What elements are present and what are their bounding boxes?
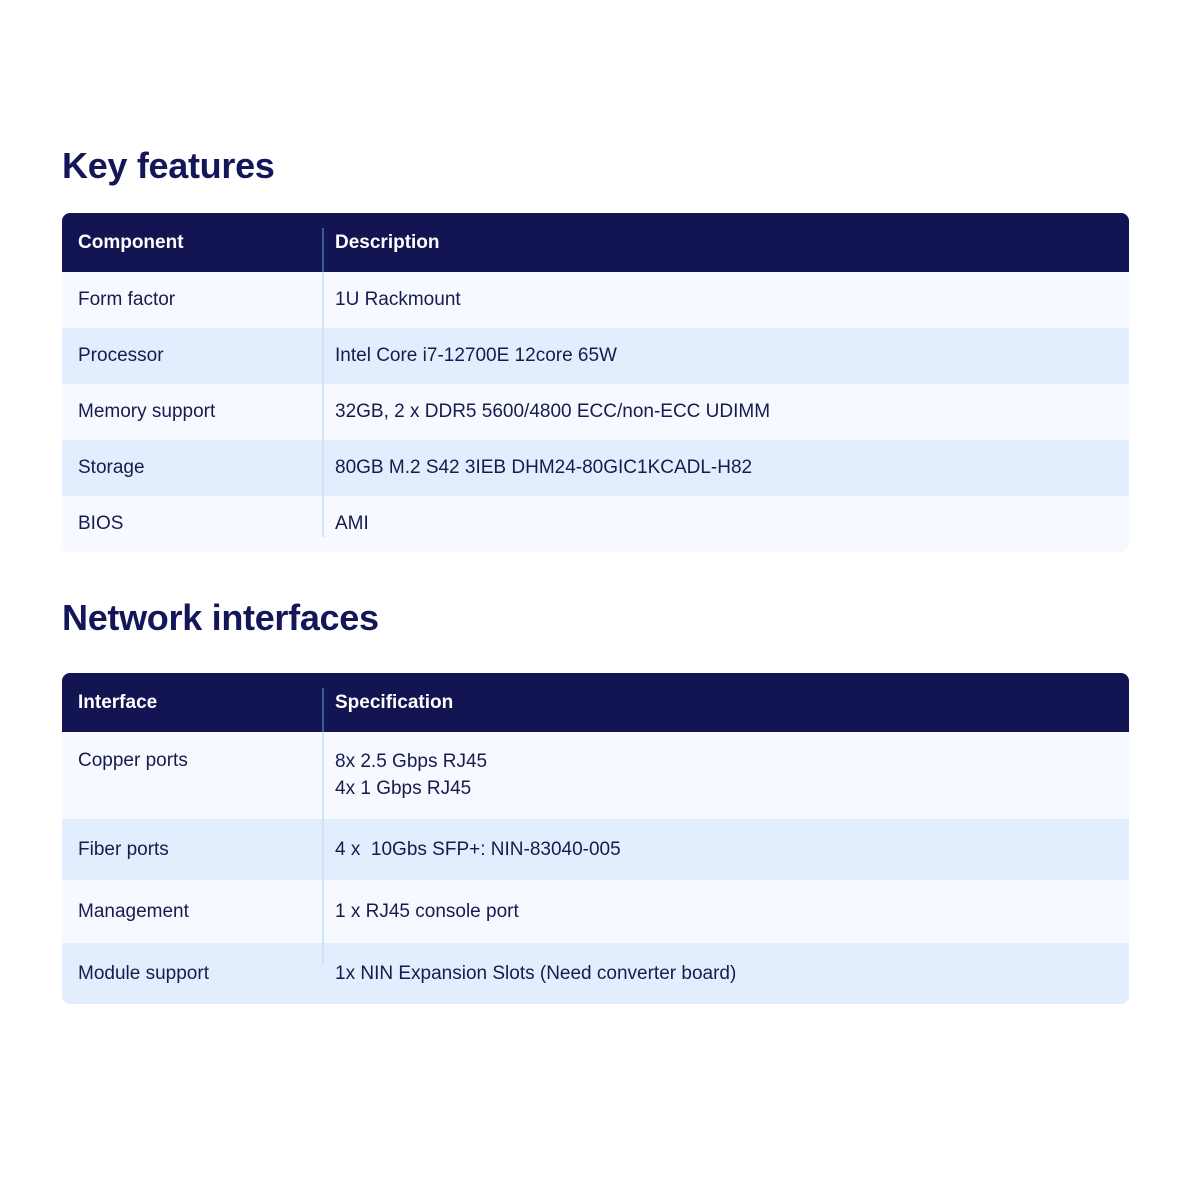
specification-cell — [322, 901, 1129, 923]
interface-cell: Management — [78, 900, 189, 922]
component-cell: Form factor — [78, 289, 176, 310]
spec-line: 1 x RJ45 console port — [335, 900, 519, 922]
interface-cell: Copper ports — [78, 750, 188, 771]
interface-cell: Fiber ports — [78, 838, 169, 860]
spec-line: 1x NIN Expansion Slots (Need converter board) — [335, 962, 737, 984]
column-divider — [322, 272, 324, 537]
table-row — [62, 732, 1129, 819]
table-header-row — [62, 213, 1129, 272]
column-header-component: Component — [78, 231, 184, 253]
description-cell: 32GB, 2 x DDR5 5600/4800 ECC/non-ECC UDIMM — [335, 401, 771, 422]
key-features-title: Key features — [62, 145, 275, 186]
description-cell: AMI — [335, 513, 369, 534]
table-row — [62, 819, 1129, 880]
spec-line: 8x 2.5 Gbps RJ45 — [335, 751, 488, 772]
table-row — [62, 328, 1129, 384]
table-row — [62, 440, 1129, 496]
column-header-interface: Interface — [78, 691, 158, 713]
component-cell: Storage — [78, 457, 145, 478]
table-header-row — [62, 673, 1129, 732]
column-divider — [322, 732, 324, 965]
spec-line: 4 x 10Gbs SFP+: NIN-83040-005 — [335, 838, 621, 860]
column-divider — [322, 228, 324, 272]
specification-cell — [322, 963, 1129, 985]
network-interfaces-table — [62, 673, 1129, 1004]
column-header-description: Description — [335, 231, 440, 253]
column-header-specification: Specification — [335, 691, 454, 713]
specification-cell — [322, 732, 1129, 802]
description-cell: Intel Core i7-12700E 12core 65W — [335, 345, 617, 366]
table-row — [62, 496, 1129, 552]
interface-cell: Module support — [78, 962, 209, 984]
component-cell: Memory support — [78, 401, 216, 422]
specification-cell — [322, 839, 1129, 861]
table-row — [62, 272, 1129, 328]
column-divider — [322, 688, 324, 732]
description-cell: 80GB M.2 S42 3IEB DHM24-80GIC1KCADL-H82 — [335, 457, 753, 478]
table-row — [62, 943, 1129, 1004]
key-features-table — [62, 213, 1129, 552]
component-cell: BIOS — [78, 513, 124, 534]
table-row — [62, 880, 1129, 943]
network-interfaces-title: Network interfaces — [62, 597, 379, 638]
component-cell: Processor — [78, 345, 164, 366]
table-row — [62, 384, 1129, 440]
spec-line: 4x 1 Gbps RJ45 — [335, 778, 472, 799]
description-cell: 1U Rackmount — [335, 289, 461, 310]
